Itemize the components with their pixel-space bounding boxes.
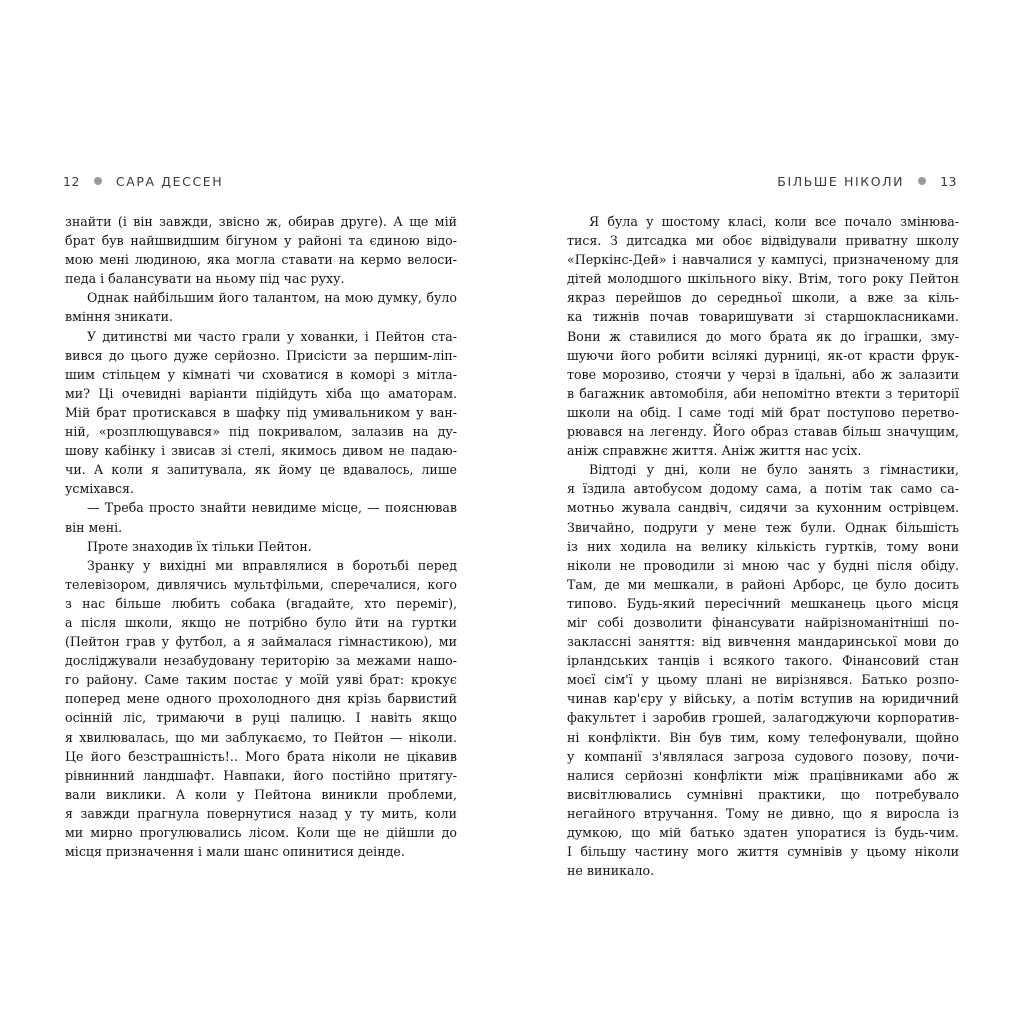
text-line: а після школи, якщо не потрібно було йти на гуртки	[65, 614, 457, 630]
text-line: я завжди прагнула повернутися назад у ту мить, коли	[65, 805, 457, 821]
text-line: Звичайно, подруги у мене теж були. Однак більшість	[567, 519, 959, 535]
text-line: місця призначення і мали шанс опинитися деінде.	[65, 844, 405, 860]
text-line: заклассні заняття: від вивчення мандаринської мови до	[567, 634, 959, 650]
text-line: ніколи не проводили зі мною час у будні після обіду.	[567, 557, 959, 573]
text-line: Там, де ми мешкали, в районі Арборс, це було досить	[567, 576, 959, 592]
text-line: дітей молодшого шкільного віку. Втім, того року Пейтон	[567, 271, 959, 287]
text-line: типово. Будь-який пересічний мешканець цього місця	[567, 595, 959, 611]
text-line: Мій брат протискався в шафку під умивальником у ван-	[65, 404, 457, 420]
text-line: ми мирно прогулювались лісом. Коли ще не дійшли до	[65, 825, 457, 840]
text-line: У дитинстві ми часто грали у хованки, і Пейтон ста-	[87, 328, 457, 344]
text-line: ній, «розплющувався» під покривалом, залазив на ду-	[65, 424, 457, 440]
header-dot-separator	[918, 177, 926, 185]
text-line: вився до цього дуже серйозно. Присісти за першим-ліп-	[65, 347, 457, 363]
page-number-right: 13	[940, 173, 957, 189]
text-line: вали виклики. А коли у Пейтона виникли проблеми,	[65, 786, 457, 802]
text-line: го району. Саме таким постає у моїй уяві брат: крокує	[65, 672, 457, 688]
text-line: аніж справжнє життя. Аніж життя нас усіх.	[567, 443, 862, 459]
text-line: мою мені людиною, яка могла ставати на кермо велоси-	[65, 252, 457, 268]
text-line: чинав кар'єру у війську, а потім вступив на юридичний	[567, 691, 959, 707]
left-running-head	[63, 173, 223, 189]
text-line: чи. А коли я запитувала, як йому це вдавалось, лише	[65, 462, 457, 478]
text-line: І більшу частину мого життя сумнівів у цьому ніколи	[567, 844, 959, 860]
text-line: я їздила автобусом додому сама, а потім так само са-	[567, 481, 959, 497]
text-line: телевізором, дивлячись мультфільми, сперечалися, кого	[65, 576, 457, 592]
text-line: він мені.	[65, 519, 123, 535]
text-line: налися серйозні конфлікти між працівниками або ж	[567, 767, 959, 783]
text-line: з нас більше любить собака (вгадайте, хто переміг),	[65, 595, 457, 611]
text-line: — Треба просто знайти невидиме місце, — пояснював	[87, 500, 457, 516]
text-line: поперед мене одного прохолодного дня крізь барвистий	[65, 691, 457, 707]
text-line: тове морозиво, стоячи у черзі в їдальні, або ж залазити	[567, 366, 959, 382]
right-page	[512, 0, 1024, 1024]
text-line: досліджували незабудовану територію за межами нашо-	[65, 653, 457, 669]
text-line: тися. З дитсадка ми обоє відвідували приватну школу	[567, 233, 959, 249]
text-line: усміхався.	[65, 481, 134, 497]
text-line: ка тижнів почав товаришувати зі старшокласниками.	[567, 309, 959, 325]
text-line: Проте знаходив їх тільки Пейтон.	[87, 538, 312, 554]
text-line: не виникало.	[567, 863, 655, 879]
book-title-header: БІЛЬШЕ НІКОЛИ	[777, 173, 905, 189]
text-line: Відтоді у дні, коли не було занять з гімнастики,	[589, 462, 959, 478]
right-body-text	[567, 212, 959, 880]
text-line: шуючи його робити всілякі дурниці, як-от красти фрук-	[567, 347, 959, 363]
left-body-text	[65, 212, 457, 861]
text-line: шим стільцем у кімнаті чи сховатися в коморі з мітла-	[65, 366, 457, 382]
text-line: Зранку у вихідні ми вправлялися в боротьбі перед	[87, 557, 457, 573]
right-running-head	[777, 173, 957, 189]
text-line: рювався на легенду. Його образ ставав більш значущим,	[567, 424, 959, 440]
text-line: педа і балансувати на ньому під час руху.	[65, 271, 345, 287]
text-line: шову кабінку і звисав зі стелі, якимось дивом не падаю-	[65, 443, 457, 459]
text-line: рівнинний ландшафт. Навпаки, його постійно притягу-	[65, 767, 457, 783]
text-line: я хвилювалась, що ми заблукаємо, то Пейтон — ніколи.	[65, 729, 457, 745]
text-line: брат був найшвидшим бігуном у районі та єдиною відо-	[65, 233, 457, 249]
text-line: Це його безстрашність!.. Мого брата ніколи не цікавив	[65, 748, 457, 764]
text-line: думкою, що мій батько здатен упоратися із будь-чим.	[567, 825, 959, 840]
text-line: міг собі дозволити фінансувати найрізноманітніші по-	[567, 614, 959, 630]
text-line: Я була у шостому класі, коли все почало змінюва-	[589, 214, 959, 229]
text-line: «Перкінс-Дей» і навчалися у кампусі, призначеному для	[567, 252, 959, 268]
text-line: факультет і заробив грошей, залагоджуючи корпоратив-	[567, 710, 959, 726]
text-line: вміння зникати.	[65, 309, 174, 325]
author-name-header: САРА ДЕССЕН	[115, 173, 224, 189]
text-line: негайного втручання. Тому не дивно, що я виросла із	[567, 805, 959, 821]
text-line: (Пейтон грав у футбол, а я займалася гімнастикою), ми	[65, 634, 457, 650]
text-line: Вони ж ставилися до мого брата як до іграшки, зму-	[567, 328, 959, 344]
text-line: школи на обід. І саме тоді мій брат поступово перетво-	[567, 404, 959, 420]
text-line: ні конфлікти. Він був тим, кому телефонували, щойно	[567, 729, 959, 745]
text-line: в багажник автомобіля, аби непомітно втекти з території	[567, 385, 959, 401]
text-line: мотньо жувала сандвіч, сидячи за кухонним острівцем.	[567, 500, 959, 516]
text-line: осінній ліс, тримаючи в руці палицю. І навіть якщо	[65, 710, 457, 726]
text-line: якраз перейшов до середньої школи, а вже за кіль-	[567, 290, 959, 306]
text-line: Однак найбільшим його талантом, на мою думку, було	[87, 290, 457, 306]
text-line: ми? Ці очевидні варіанти підійдуть хіба що аматорам.	[65, 385, 457, 401]
text-line: знайти (і він завжди, звісно ж, обирав друге). А ще мій	[65, 214, 457, 229]
text-line: ірландських танців і всякого такого. Фінансовий стан	[567, 653, 959, 669]
text-line: висвітлювались сумнівні практики, що потребувало	[567, 786, 959, 802]
text-line: моєї сім'ї у цьому плані не вирізнявся. Батько розпо-	[567, 672, 959, 688]
text-line: у компанії з'являлася загроза судового позову, почи-	[567, 748, 959, 764]
page-number-left: 12	[63, 173, 80, 189]
header-dot-separator	[94, 177, 102, 185]
text-line: із них ходила на велику кількість гуртків, тому вони	[567, 538, 959, 554]
